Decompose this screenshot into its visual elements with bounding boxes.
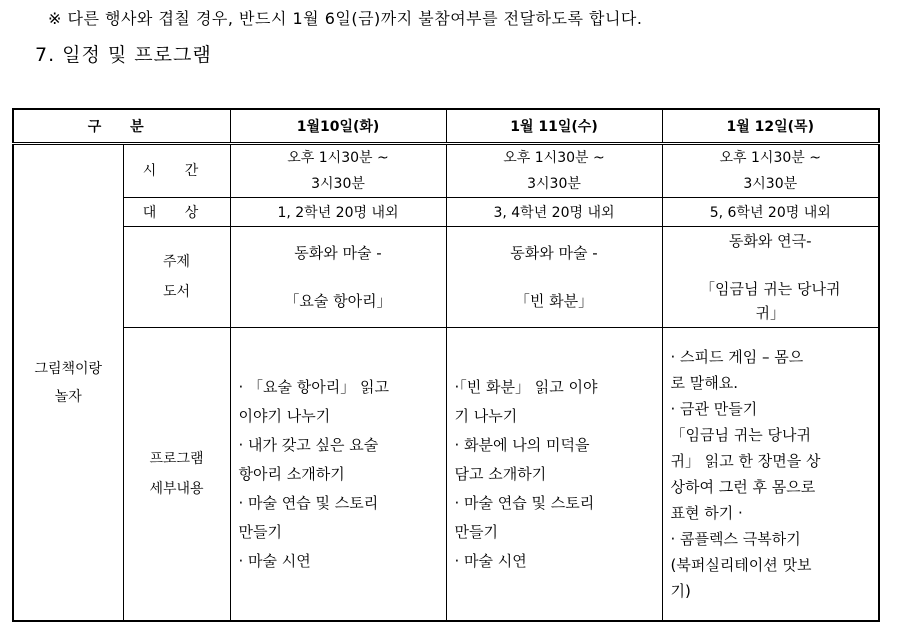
time-day2: 오후 1시30분 ~ 3시30분: [446, 144, 662, 198]
table-header-row: [13, 109, 879, 144]
time-day3: 오후 1시30분 ~ 3시30분: [662, 144, 879, 198]
program-day1: · 「요술 항아리」 읽고 이야기 나누기 · 내가 갖고 싶은 요술 항아리 소개하기 · 마술 연습 및 스토리 만들기 · 마술 시연: [230, 328, 446, 622]
label-time: 시 간: [123, 144, 230, 198]
group-label: 그림책이랑 놀자: [13, 144, 123, 622]
target-day2: 3, 4학년 20명 내외: [446, 198, 662, 227]
row-time: [13, 144, 879, 198]
program-day2: ·「빈 화분」 읽고 이야 기 나누기 · 화분에 나의 미덕을 담고 소개하기 · 마술 연습 및 스토리 만들기 · 마술 시연: [446, 328, 662, 622]
header-day1: 1월10일(화): [230, 109, 446, 144]
time-day1: 오후 1시30분 ~ 3시30분: [230, 144, 446, 198]
program-day3: · 스피드 게임 – 몸으 로 말해요. · 금관 만들기 「임금님 귀는 당나귀 귀」 읽고 한 장면을 상 상하여 그런 후 몸으로 표현 하기 · · 콤플렉스 극복하기 (북퍼실리테이션 맛보 기): [662, 328, 879, 622]
topic-day1: 동화와 마술 - 「요술 항아리」: [230, 227, 446, 328]
header-day2: 1월 11일(수): [446, 109, 662, 144]
label-target: 대 상: [123, 198, 230, 227]
schedule-table: [12, 108, 880, 622]
label-program: 프로그램 세부내용: [123, 328, 230, 622]
row-program: [13, 328, 879, 622]
target-day3: 5, 6학년 20명 내외: [662, 198, 879, 227]
topic-day3: 동화와 연극- 「임금님 귀는 당나귀 귀」: [662, 227, 879, 328]
target-day1: 1, 2학년 20명 내외: [230, 198, 446, 227]
topic-day2: 동화와 마술 - 「빈 화분」: [446, 227, 662, 328]
section-title: 7. 일정 및 프로그램: [35, 44, 212, 66]
notice-text: ※ 다른 행사와 겹칠 경우, 반드시 1월 6일(금)까지 불참여부를 전달하도록 합니다.: [48, 9, 643, 28]
header-day3: 1월 12일(목): [662, 109, 879, 144]
label-topic: 주제 도서: [123, 227, 230, 328]
header-category: 구 분: [13, 109, 230, 144]
row-target: [13, 198, 879, 227]
row-topic: [13, 227, 879, 328]
